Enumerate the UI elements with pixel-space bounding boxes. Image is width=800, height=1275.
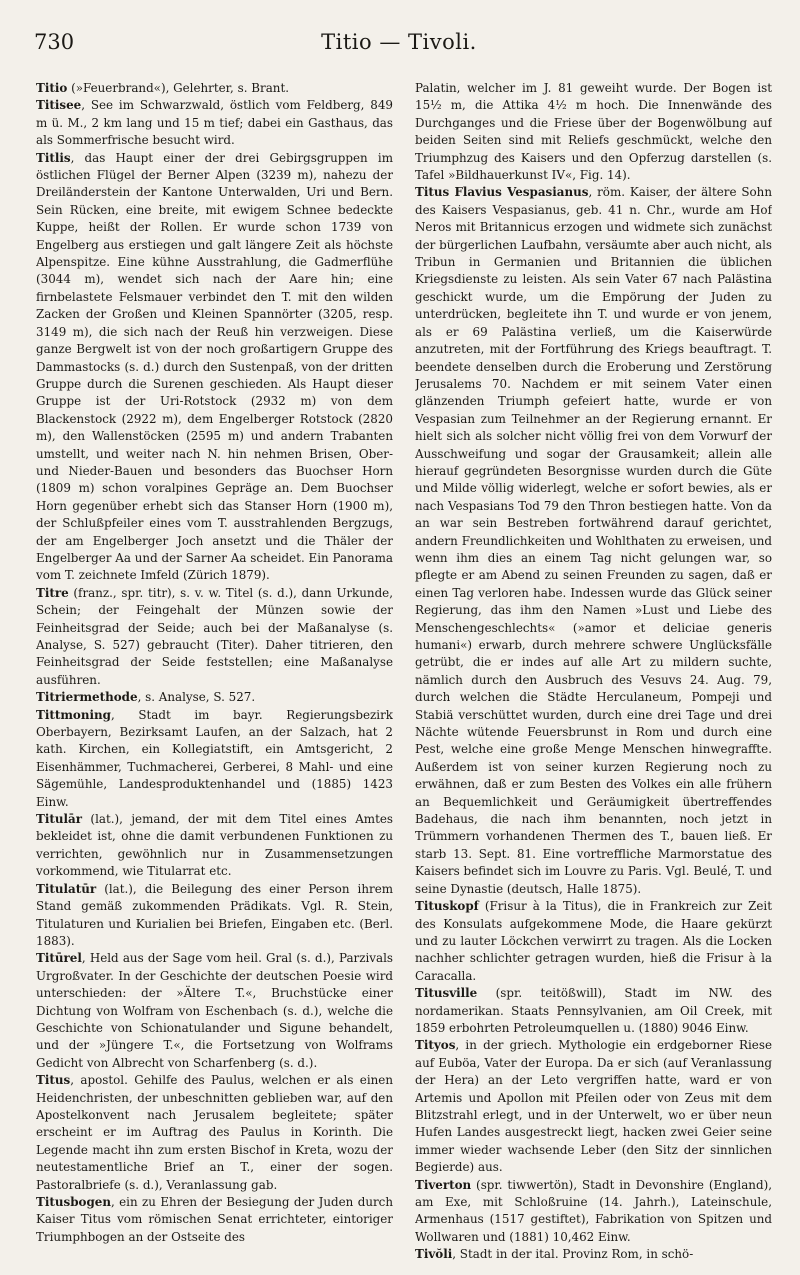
entry-headword: Tityos	[415, 1038, 456, 1053]
dictionary-entry	[415, 1037, 772, 1176]
dictionary-entry	[36, 811, 393, 881]
entry-headword: Tiverton	[415, 1177, 472, 1192]
dictionary-entry	[36, 97, 393, 149]
entry-headword: Titusbogen	[36, 1195, 111, 1209]
entry-text: , apostol. Gehilfe des Paulus, welchen er als einen Heidenchristen, der unbeschnitten geblieben war, auf den Apostelkonvent nach Jerusalem begleitete; später erscheint er im Auftrag des Paulus in Korinth. Die Legende macht ihn zum ersten Bischof in Kreta, wozu der neutestamentliche Brief an T., einer der sogen. Pastoralbriefe (s. d.), Veranlassung gab.	[36, 1073, 393, 1192]
dictionary-entry	[415, 898, 772, 985]
entry-text: (»Feuerbrand«), Gelehrter, s. Brant.	[67, 81, 290, 95]
left-column	[36, 80, 393, 1260]
entry-headword: Titio	[36, 81, 68, 95]
dictionary-entry	[36, 150, 393, 585]
entry-headword: Tittmoning	[36, 707, 111, 722]
entry-text: (lat.), die Beilegung des einer Person ihrem Stand gemäß zukommenden Prädikats. Vgl. R. Stein, Titulaturen und Kurialien bei Briefen, Eingaben etc. (Berl. 1883).	[36, 881, 393, 948]
page-number: 730	[34, 30, 75, 54]
dictionary-entry	[36, 707, 393, 811]
entry-headword: Titūrel	[36, 951, 82, 966]
running-title: Titio — Tivoli.	[321, 30, 477, 54]
entry-text: , Held aus der Sage vom heil. Gral (s. d.), Parzivals Urgroßvater. In der Geschichte der deutschen Poesie wird unterschieden: der »Ältere T.«, Bruchstücke einer Dichtung von Wolfram von Eschenbach (s. d.), welche die Geschichte von Schionatulander und Sigune behandelt, und der »Jüngere T.«, die Fortsetzung von Wolframs Gedicht von Albrecht von Scharfenberg (s. d.).	[36, 951, 393, 1070]
entry-text: , ein zu Ehren der Besiegung der Juden durch Kaiser Titus vom römischen Senat errichteter, eintoriger Triumphbogen an der Ostseite des	[36, 1195, 393, 1244]
entry-headword: Titulatūr	[36, 881, 97, 896]
dictionary-entry	[36, 881, 393, 951]
entry-text: , in der griech. Mythologie ein erdgeborner Riese auf Euböa, Vater der Europa. Da er sich (auf Veranlassung der Hera) an der Leto vergriffen hatte, ward er von Artemis und Apollon mit Pfeilen oder von Zeus mit dem Blitzstrahl erlegt, und in der Unterwelt, wo er über neun Hufen Landes ausgestreckt liegt, hacken zwei Geier seine immer wieder wachsende Leber (den Sitz der sinnlichen Begierde) aus.	[415, 1038, 772, 1175]
entry-headword: Titriermethode	[36, 690, 138, 705]
entry-headword: Titus	[36, 1073, 71, 1088]
entry-text: , röm. Kaiser, der ältere Sohn des Kaisers Vespasianus, geb. 41 n. Chr., wurde am Hof Neros mit Britannicus erzogen und widmete sich zunächst der bürgerlichen Laufbahn, versäumte aber auch nicht, als Tribun in Germanien und Britannien die üblichen Kriegsdienste zu leisten. Als sein Vater 67 nach Palästina geschickt wurde, um die Empörung der Juden zu unterdrücken, begleitete ihn T. und wurde er von jenem, als er 69 Palästina verließ, um die Kaiserwürde anzutreten, mit der Fortführung des Kriegs beauftragt. T. beendete denselben durch die Eroberung und Zerstörung Jerusalems 70. Nachdem er mit seinem Vater einen glänzenden Triumph gefeiert hatte, wurde er von Vespasian zum Teilnehmer an der Regierung ernannt. Er hielt sich als solcher nicht völlig frei von dem Vorwurf der Ausschweifung und sogar der Grausamkeit; allein alle hierauf gegründeten Besorgnisse wurden durch die Güte und Milde völlig widerlegt, welche er sofort bewies, als er nach Vespasians Tod 79 den Thron bestiegen hatte. Von da an war sein Bestreben fortwährend darauf gerichtet, andern Freundlichkeiten und Wohlthaten zu erweisen, und wenn ihm dies an einem Tag nicht gelungen war, so pflegte er am Abend zu seinen Freunden zu sagen, daß er einen Tag verloren habe. Indessen wurde das Glück seiner Regierung, das ihm den Namen »Lust und Liebe des Menschengeschlechts« (»amor et deliciae generis humani«) erwarb, durch mehrere schwere Unglücksfälle getrübt, die er indes auf alle Art zu mildern suchte, nämlich durch den Ausbruch des Vesuvs 24. Aug. 79, durch welchen die Städte Herculaneum, Pompeji und Stabiä verschüttet wurden, durch eine drei Tage und drei Nächte wütende Feuersbrunst in Rom und durch eine Pest, welche eine große Menge Menschen hinwegraffte. Außerdem ist von seiner kurzen Regierung noch zu erwähnen, daß er zum Besten des Volkes ein alle frühern an Bequemlichkeit und Geräumigkeit übertreffendes Badehaus, die nach ihm benannten, noch jetzt in Trümmern vorhandenen Thermen des T., bauen ließ. Er starb 13. Sept. 81. Eine vortreffliche Marmorstatue des Kaisers befindet sich im Louvre zu Paris. Vgl. Beulé, T. und seine Dynastie (deutsch, Halle 1875).	[415, 185, 772, 896]
entry-text: , das Haupt einer der drei Gebirgsgruppen im östlichen Flügel der Berner Alpen (3239 m), nahezu der Dreiländerstein der Kantone Unterwalden, Uri und Bern. Sein Rücken, eine breite, mit ewigem Schnee bedeckte Kuppe, heißt der Rollen. Er wurde schon 1739 von Engelberg aus erstiegen und galt längere Zeit als höchste Alpenspitze. Eine kühne Ausstrahlung, die Gadmerflühe (3044 m), wendet sich nach der Aare hin; eine firnbelastete Felsmauer verbindet den T. mit den wilden Zacken der Großen und Kleinen Spannörter (3205, resp. 3149 m), die sich nach der Reuß hin verzweigen. Diese ganze Bergwelt ist von der noch großartigern Gruppe des Dammastocks (s. d.) durch den Sustenpaß, von der dritten Gruppe durch die Surenen geschieden. Als Haupt dieser Gruppe ist der Uri-Rotstock (2932 m) von dem Blackenstock (2922 m), dem Engelberger Rotstock (2820 m), den Wallenstöcken (2595 m) und andern Trabanten umstellt, und weiter nach N. hin nehmen Brisen, Ober- und Nieder-Bauen und besonders das Buochser Horn (1809 m) schon voralpines Gepräge an. Dem Buochser Horn gegenüber erhebt sich das Stanser Horn (1900 m), der Schlußpfeiler eines vom T. ausstrahlenden Bergzugs, der am Engelberger Joch ansetzt und die Thäler der Engelberger Aa und der Sarner Aa scheidet. Ein Panorama vom T. zeichnete Imfeld (Zürich 1879).	[36, 150, 393, 583]
entry-text: , Stadt im bayr. Regierungsbezirk Oberbayern, Bezirksamt Laufen, an der Salzach, hat 2 kath. Kirchen, ein Kollegiatstift, ein Amtsgericht, 2 Eisenhämmer, Tuchmacherei, Gerberei, 8 Mahl- und eine Sägemühle, Landesproduktenhandel und (1885) 1423 Einw.	[36, 707, 393, 809]
page-header	[34, 30, 764, 60]
entry-text: (franz., spr. titr), s. v. w. Titel (s. d.), dann Urkunde, Schein; der Feingehalt der Münzen sowie der Feinheitsgrad der Seide; auch bei der Maßanalyse (s. Analyse, S. 527) gebraucht (Titer). Daher titrieren, den Feinheitsgrad der Seide feststellen; eine Maßanalyse ausführen.	[36, 585, 393, 687]
entry-text: (Frisur à la Titus), die in Frankreich zur Zeit des Konsulats aufgekommene Mode, die Haare gekürzt und zu lauter Löckchen verwirrt zu tragen. Als die Locken nachher schlichter getragen wurden, hieß die Frisur à la Caracalla.	[415, 899, 772, 983]
dictionary-entry	[415, 1246, 772, 1260]
entry-headword: Titre	[36, 585, 69, 600]
entry-text: , s. Analyse, S. 527.	[137, 690, 256, 705]
entry-text: Palatin, welcher im J. 81 geweiht wurde. Der Bogen ist 15½ m, die Attika 4½ m hoch. Die Innenwände des Durchganges und die Friese über der Bogenwölbung auf beiden Seiten sind mit Reliefs geschmückt, welche den Triumphzug des Kaisers und den Opferzug darstellen (s. Tafel »Bildhauerkunst IV«, Fig. 14).	[415, 81, 772, 183]
entry-headword: Titus Flavius Vespasianus	[415, 185, 589, 200]
dictionary-entry	[36, 950, 393, 1072]
entry-text: (spr. tiwwertön), Stadt in Devonshire (England), am Exe, mit Schloßruine (14. Jahrh.), Lateinschule, Armenhaus (1517 gestiftet), Fabrikation von Spitzen und Wollwaren und (1881) 10,462 Einw.	[415, 1177, 772, 1244]
dictionary-entry	[36, 1072, 393, 1194]
right-column	[415, 80, 772, 1260]
dictionary-entry	[36, 585, 393, 689]
entry-headword: Titisee	[36, 98, 82, 113]
dictionary-entry	[415, 80, 772, 184]
entry-text: , Stadt in der ital. Provinz Rom, in schö-	[452, 1247, 694, 1260]
entry-headword: Tivŏli	[415, 1247, 453, 1260]
dictionary-entry	[36, 689, 393, 706]
dictionary-entry	[415, 1177, 772, 1247]
entry-headword: Tituskopf	[415, 899, 479, 914]
entry-headword: Titusville	[415, 986, 478, 1001]
dictionary-entry	[36, 1194, 393, 1246]
entry-headword: Titlis	[36, 150, 71, 165]
entry-headword: Titulār	[36, 812, 82, 827]
dictionary-entry	[415, 985, 772, 1037]
entry-text: , See im Schwarzwald, östlich vom Feldberg, 849 m ü. M., 2 km lang und 15 m tief; dabei ein Gasthaus, das als Sommerfrische besucht wird.	[36, 98, 393, 148]
entry-text: (lat.), jemand, der mit dem Titel eines Amtes bekleidet ist, ohne die damit verbundenen Funktionen zu verrichten, gewöhnlich nur in Zusammensetzungen vorkommend, wie Titularrat etc.	[36, 812, 393, 879]
dictionary-entry	[415, 184, 772, 898]
entry-text: (spr. teitößwill), Stadt im NW. des nordamerikan. Staats Pennsylvanien, am Oil Creek, mit 1859 erbohrten Petroleumquellen u. (1880) 9046 Einw.	[415, 986, 772, 1035]
dictionary-entry	[36, 80, 393, 97]
